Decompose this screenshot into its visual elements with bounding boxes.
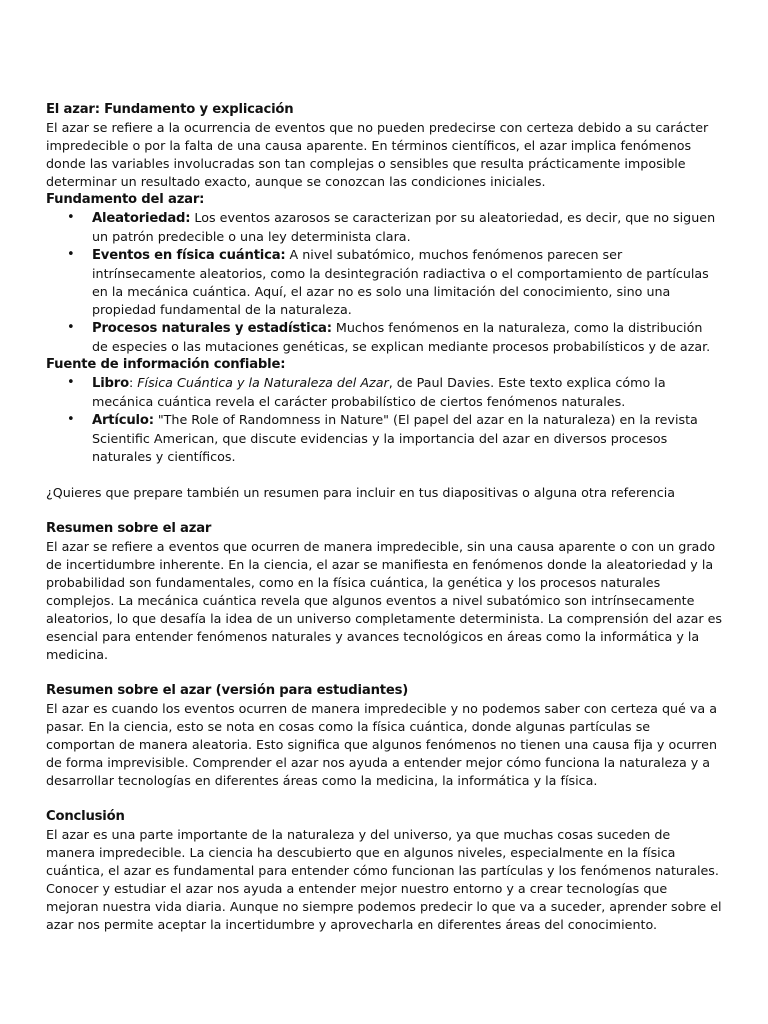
intro-paragraph: El azar se refiere a la ocurrencia de eventos que no pueden predecirse con certeza debido a su carácter impredecible o por la falta de una causa aparente. En términos científicos, el azar implica fenómenos donde las variables involucradas son tan complejas o sensibles que resulta prácticamente imposible determinar un resultado exacto, aunque se conozcan las condiciones iniciales.: [46, 120, 709, 189]
conclusion-paragraph: El azar es una parte importante de la naturaleza y del universo, ya que muchas cosas suceden de manera impredecible. La ciencia ha descubierto que en algunos niveles, especialmente en la física cuántica, el azar es fundamental para entender cómo funcionan las partículas y los fenómenos naturales. Conocer y estudiar el azar nos ayuda a entender mejor nuestro entorno y a crear tecnologías que mejoran nuestra vida diaria. Aunque no siempre podemos predecir lo que va a suceder, aprender sobre el azar nos permite aceptar la incertidumbre y aprovecharla en diferentes áreas del conocimiento.: [46, 827, 722, 932]
list-item: [92, 246, 722, 319]
spacer: [46, 502, 722, 520]
libro-text: , de Paul Davies. Este texto explica cómo la mecánica cuántica revela el carácter probabilístico de ciertos fenómenos naturales.: [92, 375, 666, 409]
list-item: [92, 209, 722, 246]
list-item-term: Procesos naturales y estadística:: [92, 321, 332, 336]
question-paragraph: ¿Quieres que prepare también un resumen para incluir en tus diapositivas o alguna otra referencia: [46, 485, 676, 500]
resumen-heading: Resumen sobre el azar: [46, 521, 212, 536]
list-item: [92, 411, 722, 466]
fuente-heading: Fuente de información confiable:: [46, 357, 286, 372]
document-page: [46, 101, 722, 934]
list-item-text: A nivel subatómico, muchos fenómenos parecen ser intrínsecamente aleatorios, como la desintegración radiactiva o el comportamiento de partículas en la mecánica cuántica. Aquí, el azar no es solo una limitación del conocimiento, sino una propiedad fundamental de la naturaleza.: [92, 247, 709, 317]
fundamento-list: [46, 209, 722, 356]
section-heading-main: El azar: Fundamento y explicación: [46, 102, 294, 117]
list-item: [92, 319, 722, 356]
spacer: [46, 790, 722, 808]
fuente-list: [46, 374, 722, 466]
conclusion-heading: Conclusión: [46, 809, 125, 824]
spacer: [46, 466, 722, 484]
libro-term: Libro: [92, 376, 129, 391]
spacer: [46, 664, 722, 682]
resumen-estudiantes-paragraph: El azar es cuando los eventos ocurren de manera impredecible y no podemos saber con certeza qué va a pasar. En la ciencia, esto se nota en cosas como la física cuántica, donde algunas partículas se comportan de manera aleatoria. Esto significa que algunos fenómenos no tienen una causa fija y ocurren de forma imprevisible. Comprender el azar nos ayuda a entender mejor cómo funciona la naturaleza y a desarrollar tecnologías en diferentes áreas como la medicina, la informática y la física.: [46, 701, 718, 788]
articulo-text: "The Role of Randomness in Nature" (El papel del azar en la naturaleza) en la revista Scientific American, que discute evidencias y la importancia del azar en diversos procesos naturales y científicos.: [92, 412, 698, 464]
list-item-term: Eventos en física cuántica:: [92, 248, 286, 263]
fundamento-heading: Fundamento del azar:: [46, 192, 205, 207]
articulo-term: Artículo:: [92, 413, 154, 428]
libro-title: Física Cuántica y la Naturaleza del Azar: [137, 375, 389, 390]
list-item: [92, 374, 722, 411]
resumen-paragraph: El azar se refiere a eventos que ocurren de manera impredecible, sin una causa aparente o con un grado de incertidumbre inherente. En la ciencia, el azar se manifiesta en fenómenos donde la aleatoriedad y la probabilidad son fundamentales, como en la física cuántica, la genética y los procesos naturales complejos. La mecánica cuántica revela que algunos eventos a nivel subatómico son intrínsecamente aleatorios, lo que desafía la idea de un universo completamente determinista. La comprensión del azar es esencial para entender fenómenos naturales y avances tecnológicos en áreas como la informática y la medicina.: [46, 539, 723, 662]
list-item-term: Aleatoriedad:: [92, 211, 191, 226]
list-item-text: Muchos fenómenos en la naturaleza, como la distribución de especies o las mutaciones genéticas, se explican mediante procesos probabilísticos y de azar.: [92, 320, 711, 354]
list-item-text: Los eventos azarosos se caracterizan por su aleatoriedad, es decir, que no siguen un patrón predecible o una ley determinista clara.: [92, 210, 716, 244]
resumen-estudiantes-heading: Resumen sobre el azar (versión para estudiantes): [46, 683, 409, 698]
libro-colon: :: [128, 375, 138, 390]
